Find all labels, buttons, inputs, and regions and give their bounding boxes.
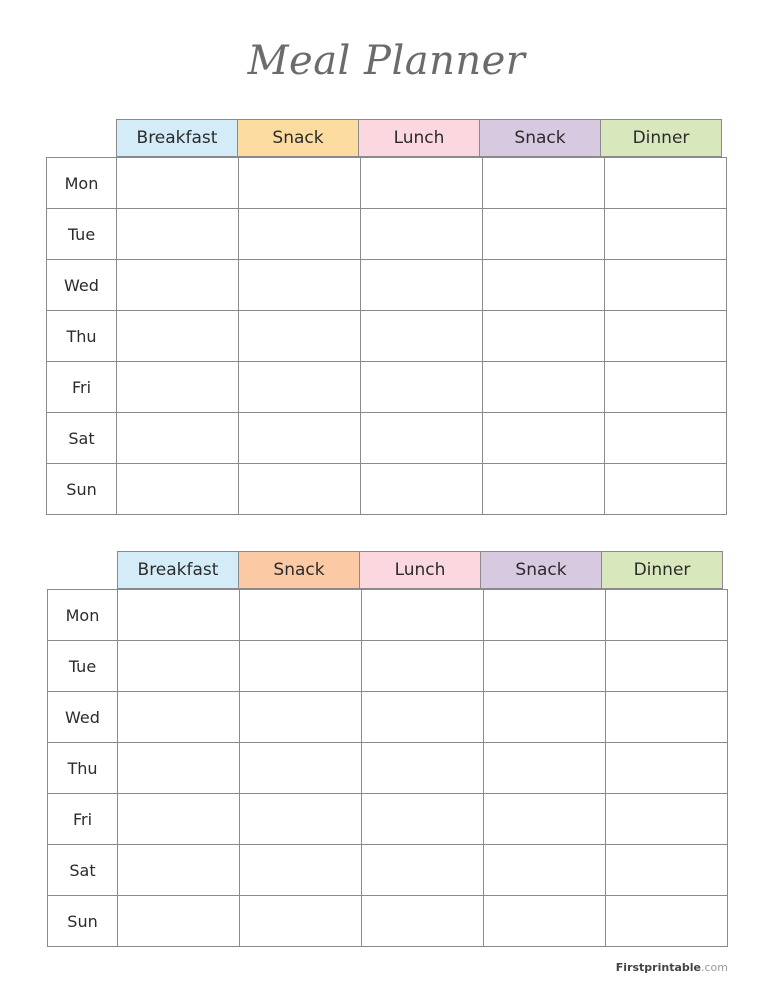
meal-planner-week-1 xyxy=(46,119,727,515)
meal-cell[interactable] xyxy=(240,641,362,692)
meal-cell[interactable] xyxy=(117,311,239,362)
table-row xyxy=(47,464,727,515)
meal-cell[interactable] xyxy=(361,311,483,362)
meal-grid xyxy=(46,157,727,515)
meal-cell[interactable] xyxy=(362,794,484,845)
meal-cell[interactable] xyxy=(361,158,483,209)
header-snack-1: Snack xyxy=(238,551,360,589)
meal-cell[interactable] xyxy=(362,641,484,692)
meal-cell[interactable] xyxy=(118,845,240,896)
meal-cell[interactable] xyxy=(362,896,484,947)
meal-cell[interactable] xyxy=(240,845,362,896)
meal-cell[interactable] xyxy=(484,845,606,896)
meal-cell[interactable] xyxy=(361,209,483,260)
day-label: Sat xyxy=(48,845,118,896)
meal-cell[interactable] xyxy=(483,464,605,515)
meal-cell[interactable] xyxy=(606,743,728,794)
meal-cell[interactable] xyxy=(118,590,240,641)
meal-cell[interactable] xyxy=(606,641,728,692)
day-label: Wed xyxy=(48,692,118,743)
meal-cell[interactable] xyxy=(240,692,362,743)
header-breakfast: Breakfast xyxy=(116,119,238,157)
footer-tld: .com xyxy=(701,961,728,974)
meal-cell[interactable] xyxy=(117,362,239,413)
meal-cell[interactable] xyxy=(117,158,239,209)
meal-cell[interactable] xyxy=(484,794,606,845)
table-row xyxy=(47,413,727,464)
meal-cell[interactable] xyxy=(483,209,605,260)
meal-cell[interactable] xyxy=(362,692,484,743)
day-label: Tue xyxy=(47,209,117,260)
meal-cell[interactable] xyxy=(118,692,240,743)
header-dinner: Dinner xyxy=(601,551,723,589)
table-row xyxy=(48,641,728,692)
meal-planner-week-2 xyxy=(47,551,728,947)
meal-cell[interactable] xyxy=(239,260,361,311)
table-row xyxy=(47,362,727,413)
meal-cell[interactable] xyxy=(240,794,362,845)
meal-cell[interactable] xyxy=(117,260,239,311)
table-row xyxy=(48,794,728,845)
meal-cell[interactable] xyxy=(361,464,483,515)
table-row xyxy=(48,896,728,947)
meal-cell[interactable] xyxy=(239,209,361,260)
meal-cell[interactable] xyxy=(483,158,605,209)
meal-cell[interactable] xyxy=(605,260,727,311)
meal-cell[interactable] xyxy=(606,590,728,641)
day-label: Sat xyxy=(47,413,117,464)
footer-brand: Firstprintable xyxy=(615,961,701,974)
table-row xyxy=(47,158,727,209)
meal-cell[interactable] xyxy=(606,896,728,947)
meal-cell[interactable] xyxy=(118,641,240,692)
day-label: Tue xyxy=(48,641,118,692)
meal-cell[interactable] xyxy=(605,311,727,362)
meal-cell[interactable] xyxy=(605,413,727,464)
day-label: Thu xyxy=(48,743,118,794)
meal-cell[interactable] xyxy=(605,158,727,209)
header-lunch: Lunch xyxy=(358,119,480,157)
meal-header-row xyxy=(117,551,728,589)
table-row xyxy=(47,260,727,311)
meal-cell[interactable] xyxy=(606,794,728,845)
meal-cell[interactable] xyxy=(240,590,362,641)
meal-cell[interactable] xyxy=(239,413,361,464)
meal-cell[interactable] xyxy=(118,794,240,845)
day-label: Thu xyxy=(47,311,117,362)
day-label: Mon xyxy=(48,590,118,641)
meal-cell[interactable] xyxy=(484,743,606,794)
meal-cell[interactable] xyxy=(606,845,728,896)
table-row xyxy=(48,590,728,641)
day-label: Wed xyxy=(47,260,117,311)
header-snack-2: Snack xyxy=(479,119,601,157)
header-snack-2: Snack xyxy=(480,551,602,589)
table-row xyxy=(48,692,728,743)
table-row xyxy=(47,209,727,260)
meal-cell[interactable] xyxy=(239,464,361,515)
header-breakfast: Breakfast xyxy=(117,551,239,589)
header-snack-1: Snack xyxy=(237,119,359,157)
footer-credit xyxy=(616,961,728,974)
meal-header-row xyxy=(116,119,727,157)
meal-cell[interactable] xyxy=(484,692,606,743)
meal-cell[interactable] xyxy=(484,896,606,947)
header-dinner: Dinner xyxy=(600,119,722,157)
day-label: Sun xyxy=(48,896,118,947)
meal-cell[interactable] xyxy=(483,311,605,362)
meal-cell[interactable] xyxy=(361,413,483,464)
meal-cell[interactable] xyxy=(117,209,239,260)
meal-cell[interactable] xyxy=(484,641,606,692)
meal-cell[interactable] xyxy=(483,362,605,413)
day-label: Fri xyxy=(47,362,117,413)
meal-cell[interactable] xyxy=(606,692,728,743)
header-lunch: Lunch xyxy=(359,551,481,589)
meal-grid xyxy=(47,589,728,947)
meal-cell[interactable] xyxy=(240,743,362,794)
day-label: Fri xyxy=(48,794,118,845)
table-row xyxy=(47,311,727,362)
meal-cell[interactable] xyxy=(118,743,240,794)
meal-cell[interactable] xyxy=(117,413,239,464)
meal-cell[interactable] xyxy=(239,362,361,413)
meal-cell[interactable] xyxy=(605,209,727,260)
page-title: Meal Planner xyxy=(247,38,526,84)
meal-cell[interactable] xyxy=(362,743,484,794)
meal-cell[interactable] xyxy=(239,158,361,209)
meal-cell[interactable] xyxy=(484,590,606,641)
meal-cell[interactable] xyxy=(117,464,239,515)
meal-cell[interactable] xyxy=(239,311,361,362)
meal-cell[interactable] xyxy=(362,845,484,896)
table-row xyxy=(48,743,728,794)
meal-cell[interactable] xyxy=(240,896,362,947)
meal-cell[interactable] xyxy=(605,464,727,515)
meal-cell[interactable] xyxy=(361,362,483,413)
table-row xyxy=(48,845,728,896)
meal-cell[interactable] xyxy=(118,896,240,947)
day-label: Mon xyxy=(47,158,117,209)
day-label: Sun xyxy=(47,464,117,515)
meal-cell[interactable] xyxy=(361,260,483,311)
meal-cell[interactable] xyxy=(483,413,605,464)
meal-cell[interactable] xyxy=(362,590,484,641)
meal-cell[interactable] xyxy=(483,260,605,311)
meal-cell[interactable] xyxy=(605,362,727,413)
